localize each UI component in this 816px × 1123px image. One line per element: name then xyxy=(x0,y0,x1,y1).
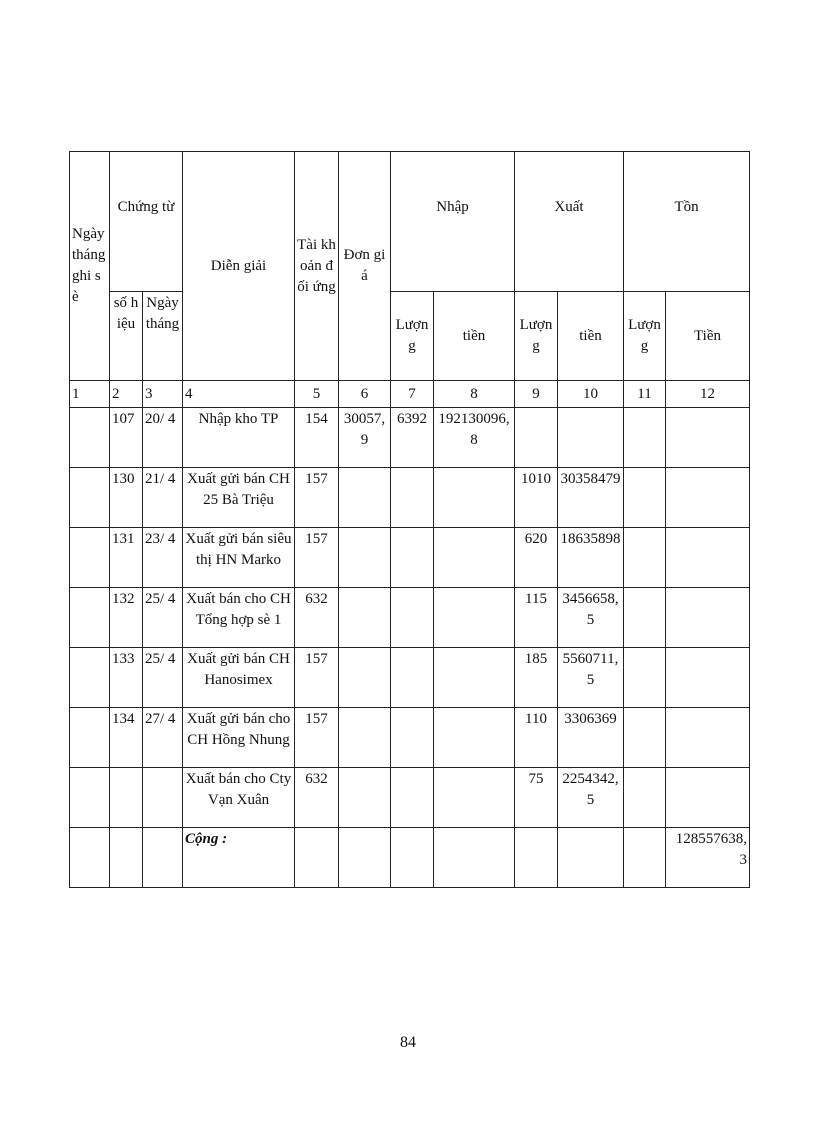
cell-so-hieu: 131 xyxy=(110,528,143,588)
header-dien-giai: Diễn giải xyxy=(183,152,295,381)
cell-nhap-luong xyxy=(391,768,434,828)
cell-xuat-luong xyxy=(515,408,558,468)
cell-xuat-luong: 620 xyxy=(515,528,558,588)
column-number: 1 xyxy=(70,381,110,408)
header-so-hieu: số hiệu xyxy=(110,292,143,381)
header-ton-luong: Lượn g xyxy=(624,292,666,381)
total-cell-empty xyxy=(295,828,339,888)
table-row xyxy=(70,468,750,528)
cell-nhap-tien xyxy=(434,648,515,708)
header-chung-tu: Chứng từ xyxy=(110,152,183,292)
inventory-ledger-table xyxy=(69,151,750,888)
table-row xyxy=(70,408,750,468)
cell-xuat-luong: 110 xyxy=(515,708,558,768)
cell-ton-tien xyxy=(666,468,750,528)
header-don-gia: Đơn giá xyxy=(339,152,391,381)
cell-ngay: 27/ 4 xyxy=(143,708,183,768)
cell-xuat-luong: 75 xyxy=(515,768,558,828)
cell-dien-giai: Xuất gửi bán CH Hanosimex xyxy=(183,648,295,708)
cell-don-gia xyxy=(339,528,391,588)
cell-nhap-luong xyxy=(391,708,434,768)
cell-ngay: 23/ 4 xyxy=(143,528,183,588)
cell-dien-giai: Xuất gửi bán cho CH Hồng Nhung xyxy=(183,708,295,768)
cell-dien-giai: Nhập kho TP xyxy=(183,408,295,468)
table-row xyxy=(70,708,750,768)
header-row-sub xyxy=(70,292,750,381)
total-cell-empty xyxy=(434,828,515,888)
cell-don-gia xyxy=(339,468,391,528)
total-cell-empty xyxy=(110,828,143,888)
total-row xyxy=(70,828,750,888)
header-xuat-luong: Lượn g xyxy=(515,292,558,381)
cell-xuat-luong: 1010 xyxy=(515,468,558,528)
cell-ton-luong xyxy=(624,528,666,588)
total-cell-empty xyxy=(339,828,391,888)
cell-ngay: 21/ 4 xyxy=(143,468,183,528)
cell-ngay: 20/ 4 xyxy=(143,408,183,468)
cell-ton-luong xyxy=(624,468,666,528)
column-number: 8 xyxy=(434,381,515,408)
cell-ton-luong xyxy=(624,408,666,468)
header-xuat: Xuất xyxy=(515,152,624,292)
cell-don-gia: 30057, 9 xyxy=(339,408,391,468)
cell-xuat-luong: 115 xyxy=(515,588,558,648)
table-row xyxy=(70,648,750,708)
cell-xuat-tien: 5560711, 5 xyxy=(558,648,624,708)
column-number: 6 xyxy=(339,381,391,408)
cell-so-hieu: 107 xyxy=(110,408,143,468)
cell-tai-khoan: 632 xyxy=(295,588,339,648)
cell-nhap-tien xyxy=(434,768,515,828)
column-number: 9 xyxy=(515,381,558,408)
cell-nhap-tien xyxy=(434,528,515,588)
cell-nhap-luong: 6392 xyxy=(391,408,434,468)
cell-nhap-tien: 192130096, 8 xyxy=(434,408,515,468)
header-row-top xyxy=(70,152,750,292)
cell-don-gia xyxy=(339,708,391,768)
header-xuat-tien: tiền xyxy=(558,292,624,381)
column-number: 3 xyxy=(143,381,183,408)
cell-nhap-luong xyxy=(391,588,434,648)
cell-ton-luong xyxy=(624,648,666,708)
cell-so-hieu xyxy=(110,768,143,828)
header-nhap-luong: Lượn g xyxy=(391,292,434,381)
column-number: 10 xyxy=(558,381,624,408)
column-number: 5 xyxy=(295,381,339,408)
cell-ngay xyxy=(143,768,183,828)
cell-ngay-ghi xyxy=(70,468,110,528)
cell-ngay-ghi xyxy=(70,588,110,648)
cell-dien-giai: Xuất bán cho Cty Vạn Xuân xyxy=(183,768,295,828)
column-number: 4 xyxy=(183,381,295,408)
total-cell-empty xyxy=(624,828,666,888)
cell-so-hieu: 132 xyxy=(110,588,143,648)
cell-nhap-tien xyxy=(434,708,515,768)
header-ton: Tồn xyxy=(624,152,750,292)
cell-xuat-tien: 3456658, 5 xyxy=(558,588,624,648)
total-cell-empty xyxy=(70,828,110,888)
cell-nhap-luong xyxy=(391,528,434,588)
cell-dien-giai: Xuất gửi bán siêu thị HN Marko xyxy=(183,528,295,588)
cell-tai-khoan: 157 xyxy=(295,468,339,528)
cell-xuat-tien: 2254342, 5 xyxy=(558,768,624,828)
cell-don-gia xyxy=(339,768,391,828)
header-nhap-tien: tiền xyxy=(434,292,515,381)
cell-xuat-luong: 185 xyxy=(515,648,558,708)
cell-nhap-luong xyxy=(391,468,434,528)
cell-so-hieu: 133 xyxy=(110,648,143,708)
cell-ngay-ghi xyxy=(70,648,110,708)
cell-tai-khoan: 157 xyxy=(295,528,339,588)
header-nhap: Nhập xyxy=(391,152,515,292)
header-ngay-thang: Ngày tháng xyxy=(143,292,183,381)
cell-ton-luong xyxy=(624,768,666,828)
cell-ngay-ghi xyxy=(70,408,110,468)
cell-xuat-tien: 3306369 xyxy=(558,708,624,768)
total-label: Cộng : xyxy=(183,828,295,888)
cell-ngay: 25/ 4 xyxy=(143,648,183,708)
cell-don-gia xyxy=(339,588,391,648)
cell-ton-tien xyxy=(666,708,750,768)
cell-ngay-ghi xyxy=(70,708,110,768)
cell-nhap-luong xyxy=(391,648,434,708)
cell-ton-tien xyxy=(666,408,750,468)
cell-ton-tien xyxy=(666,588,750,648)
column-number: 12 xyxy=(666,381,750,408)
cell-ton-tien xyxy=(666,768,750,828)
header-ngay-thang-ghi-so: Ngày tháng ghi sè xyxy=(70,152,110,381)
cell-dien-giai: Xuất bán cho CH Tổng hợp sè 1 xyxy=(183,588,295,648)
cell-so-hieu: 134 xyxy=(110,708,143,768)
column-number: 2 xyxy=(110,381,143,408)
cell-dien-giai: Xuất gửi bán CH 25 Bà Triệu xyxy=(183,468,295,528)
cell-tai-khoan: 157 xyxy=(295,648,339,708)
page-number: 84 xyxy=(400,1034,416,1051)
cell-ton-tien xyxy=(666,528,750,588)
total-cell-empty xyxy=(558,828,624,888)
total-ton-tien: 128557638, 3 xyxy=(666,828,750,888)
cell-ton-tien xyxy=(666,648,750,708)
table-row xyxy=(70,768,750,828)
table-row xyxy=(70,528,750,588)
column-number: 11 xyxy=(624,381,666,408)
cell-tai-khoan: 154 xyxy=(295,408,339,468)
column-number-row xyxy=(70,381,750,408)
column-number: 7 xyxy=(391,381,434,408)
ledger-data-rows xyxy=(70,408,750,828)
cell-nhap-tien xyxy=(434,468,515,528)
cell-so-hieu: 130 xyxy=(110,468,143,528)
cell-ton-luong xyxy=(624,708,666,768)
cell-ngay: 25/ 4 xyxy=(143,588,183,648)
cell-ton-luong xyxy=(624,588,666,648)
cell-ngay-ghi xyxy=(70,528,110,588)
header-tai-khoan-doi-ung: Tài khoản đối ứng xyxy=(295,152,339,381)
table-row xyxy=(70,588,750,648)
cell-nhap-tien xyxy=(434,588,515,648)
cell-ngay-ghi xyxy=(70,768,110,828)
cell-tai-khoan: 157 xyxy=(295,708,339,768)
total-cell-empty xyxy=(391,828,434,888)
total-cell-empty xyxy=(515,828,558,888)
total-cell-empty xyxy=(143,828,183,888)
cell-xuat-tien: 18635898 xyxy=(558,528,624,588)
cell-tai-khoan: 632 xyxy=(295,768,339,828)
cell-xuat-tien xyxy=(558,408,624,468)
cell-don-gia xyxy=(339,648,391,708)
cell-xuat-tien: 30358479 xyxy=(558,468,624,528)
header-ton-tien: Tiền xyxy=(666,292,750,381)
